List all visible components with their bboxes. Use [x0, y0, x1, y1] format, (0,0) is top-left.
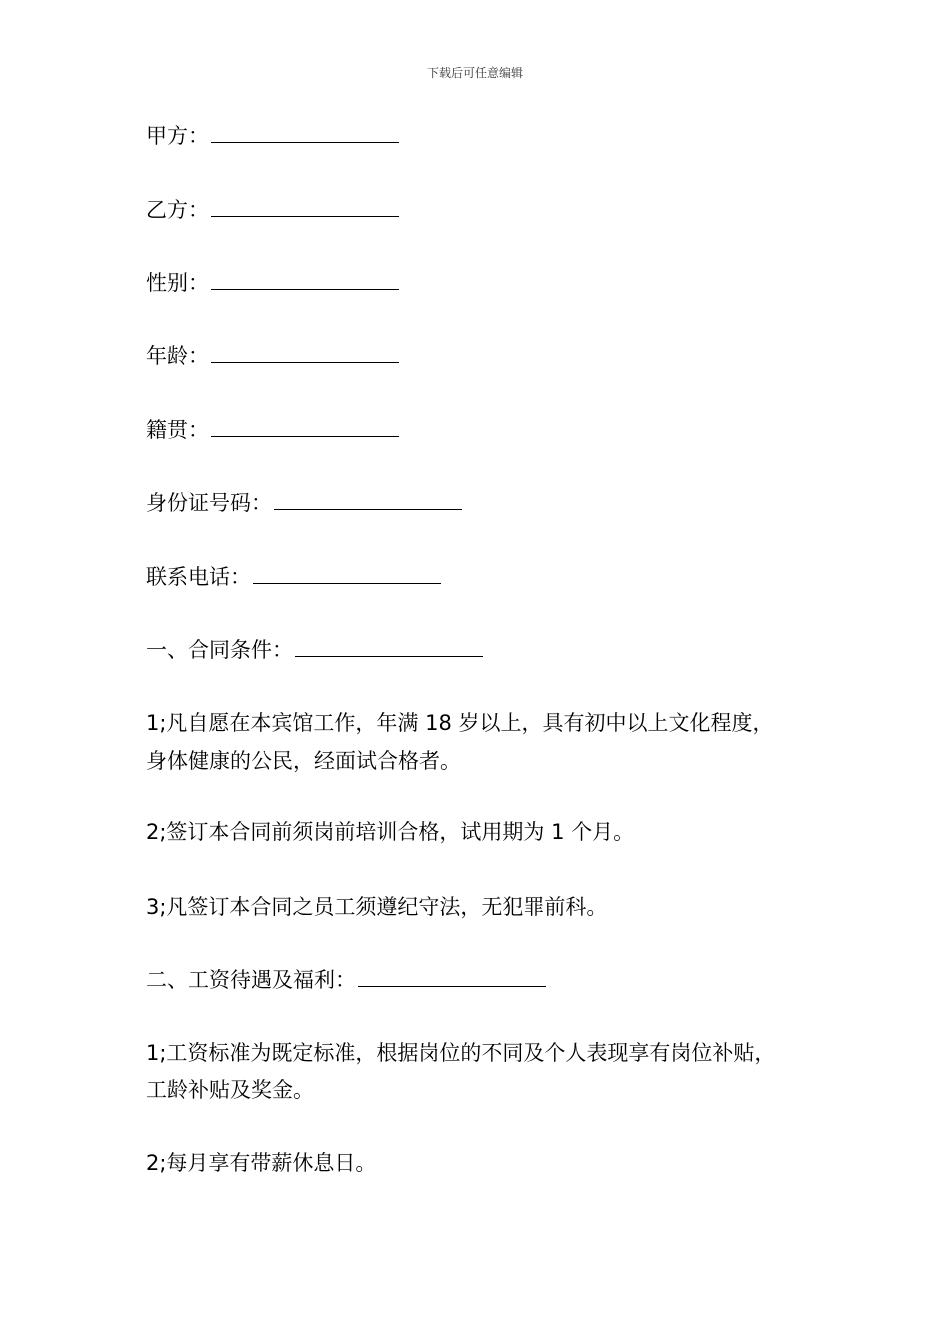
party-b-row — [146, 193, 399, 227]
native-place-row — [146, 413, 399, 447]
section2-blank[interactable] — [358, 966, 546, 987]
party-a-label: 甲方： — [146, 124, 209, 148]
section2-title: 二、工资待遇及福利： — [146, 968, 356, 992]
phone-blank[interactable] — [253, 563, 441, 584]
gender-label: 性别： — [146, 271, 209, 295]
age-label: 年龄： — [146, 344, 209, 368]
age-blank[interactable] — [211, 342, 399, 363]
section1-title-row — [146, 633, 483, 667]
section2-item2: 2;每月享有带薪休息日。 — [146, 1151, 377, 1175]
native-place-label: 籍贯： — [146, 418, 209, 442]
party-b-label: 乙方： — [146, 198, 209, 222]
section2-title-row — [146, 963, 546, 997]
section1-item1-line1: 1;凡自愿在本宾馆工作，年满 18 岁以上，具有初中以上文化程度， — [146, 711, 774, 735]
id-number-label: 身份证号码： — [146, 491, 272, 515]
party-a-row — [146, 119, 399, 153]
party-a-blank[interactable] — [211, 122, 399, 143]
section2-item1-line1: 1;工资标准为既定标准，根据岗位的不同及个人表现享有岗位补贴， — [146, 1041, 776, 1065]
section1-item2: 2;签订本合同前须岗前培训合格，试用期为 1 个月。 — [146, 820, 635, 844]
native-place-blank[interactable] — [211, 416, 399, 437]
section1-title: 一、合同条件： — [146, 638, 293, 662]
section1-item1-line2: 身体健康的公民，经面试合格者。 — [146, 749, 461, 773]
id-number-blank[interactable] — [274, 489, 462, 510]
gender-blank[interactable] — [211, 269, 399, 290]
header-note: 下载后可任意编辑 — [426, 66, 523, 80]
age-row — [146, 339, 399, 373]
section2-item1-line2: 工龄补贴及奖金。 — [146, 1078, 314, 1102]
phone-label: 联系电话： — [146, 565, 251, 589]
gender-row — [146, 266, 399, 300]
phone-row — [146, 560, 441, 594]
id-number-row — [146, 486, 462, 520]
party-b-blank[interactable] — [211, 196, 399, 217]
section1-item3: 3;凡签订本合同之员工须遵纪守法，无犯罪前科。 — [146, 895, 608, 919]
section1-blank[interactable] — [295, 636, 483, 657]
